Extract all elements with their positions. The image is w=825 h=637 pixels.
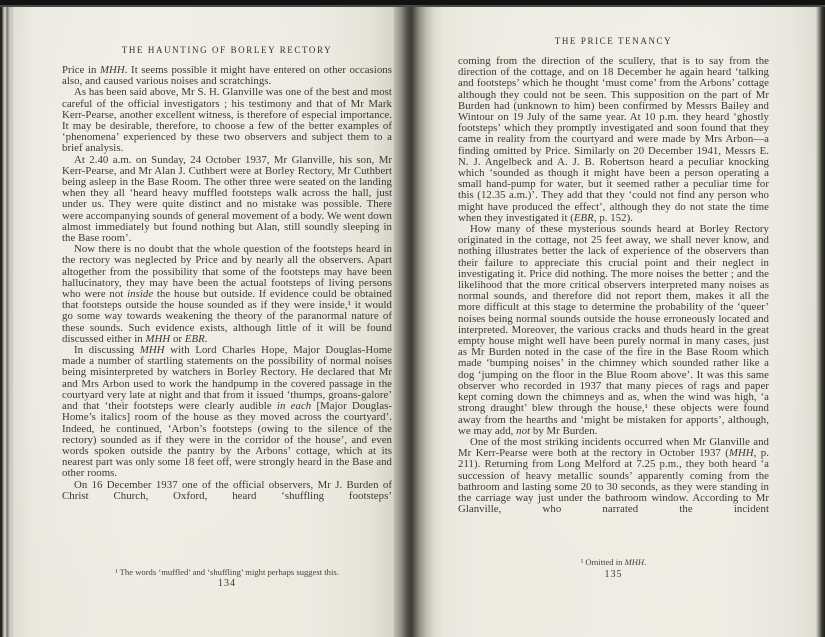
left-page-text xyxy=(62,45,392,502)
book-right-page-edges xyxy=(816,0,825,637)
book-left-page-edges xyxy=(0,0,13,637)
paragraph: As has been said above, Mr S. H. Glanville was one of the best and most careful of the official investigators ; his testimony and that of Mr Mark Kerr-Pearse, another excellent witness, is therefore of especial importance. It may be desirable, therefore, to choose a few of the better examples of ‘phenomena’ experienced by these two observers and subject them to a brief analysis. xyxy=(62,86,392,155)
paragraph: On 16 December 1937 one of the official observers, Mr J. Burden of Christ Church, Oxford, heard ‘shuffling footsteps’ xyxy=(62,478,392,502)
paragraph: In discussing MHH with Lord Charles Hope, Major Douglas-Home made a number of startling statements on the possibility of normal noises being misinterpreted by watchers in Borley Rectory. He declared that Mr and Mrs Arbon used to work the handpump in the covered passage in the courtyard very late at night and that from it issued ‘thumps, groans-galore’ and that ‘their footsteps were clearly audible in each [Major Douglas-Home’s italics] room of the house as they moved across the courtyard’. Indeed, he continued, ‘Arbon’s footsteps (owing to the silence of the rectory) sounded as if they were in the corridor of the house’, and even words spoken outside the pantry by the Arbons’ cottage, which at its nearest part was only some 18 feet off, were strongly heard in the Base and other rooms. xyxy=(62,344,392,480)
paragraph: Now there is no doubt that the whole question of the footsteps heard in the rectory was neglected by Price and by nearly all the observers. Apart altogether from the possibility that some of the footsteps may have been hallucinatory, they may have been the actual footsteps of living persons who were not inside the house but outside. If evidence could be obtained that footsteps outside the house sounded as if they were inside,¹ it would go some way towards weakening the theory of the paranormal nature of these sounds. Such evidence exists, although little of it will be found discussed either in MHH or EBR. xyxy=(62,243,392,345)
left-page xyxy=(13,7,396,637)
left-page-footnote: ¹ The words ‘muffled’ and ‘shuffling’ might perhaps suggest this. xyxy=(115,567,339,577)
right-page-footnote: ¹ Omitted in MHH. xyxy=(580,557,647,567)
right-page-text xyxy=(458,36,769,515)
paragraph: One of the most striking incidents occurred when Mr Glanville and Mr Kerr-Pearse were both at the rectory in October 1937 (MHH, p. 211). Returning from Long Melford at 7.25 p.m., they both heard ‘a succession of heavy metallic sounds’ apparently coming from the bathroom and lasting some 20 to 30 seconds, as they were standing in the carriage way just under the bathroom window. According to Mr Glanville, who narrated the incident xyxy=(458,435,769,516)
scan-top-edge xyxy=(0,0,825,7)
paragraph: coming from the direction of the scullery, that is to say from the direction of the cottage, and on 18 December he again heard ‘talking and footsteps’ which he thought ‘must come’ from the Arbons’ cottage although they could not be seen. This supposition on the part of Mr Burden had (unknown to him) been confirmed by Messrs Bailey and Wintour on 19 July of the same year. At 10 p.m. they heard ‘ghostly footsteps’ which they promptly investigated and soon found that they came in reality from the courtyard and were made by Mrs Arbon—a finding omitted by Price. Similarly on 20 December 1941, Messrs E. N. J. Angelbeck and A. J. B. Robertson heard a peculiar knocking which ‘sounded as though it might have been a person operating a small hand-pump for water, but it seemed rather a peculiar time for this (12.35 a.m.)’. They add that they ‘could not find any person who might have produced the effect’, although they do not state the time when they investigated it (EBR, p. 152). xyxy=(458,55,769,224)
book-gutter xyxy=(394,7,444,637)
left-running-head: THE HAUNTING OF BORLEY RECTORY xyxy=(121,45,333,55)
left-page-body xyxy=(62,65,392,502)
right-page-body xyxy=(458,56,769,515)
paragraph: Price in MHH. It seems possible it might have entered on other occasions also, and caused various noises and scratchings. xyxy=(62,64,392,88)
right-page-number: 135 xyxy=(604,569,623,580)
paragraph: At 2.40 a.m. on Sunday, 24 October 1937, Mr Glanville, his son, Mr Kerr-Pearse, and Mr Alan J. Cuthbert were at Borley Rectory, Mr Cuthbert being asleep in the Base Room. The other three were seated on the landing when they all ‘heard heavy muffled footsteps walk across the hall, just under us. They were quite distinct and no mistake was possible. There were accompanying sounds of general movement of a body. We went down almost immediately but found nothing but Alan, still soundly sleeping in the Base room’. xyxy=(62,153,392,245)
right-page xyxy=(444,7,816,637)
right-running-head: THE PRICE TENANCY xyxy=(554,36,673,46)
left-page-number: 134 xyxy=(218,578,236,589)
paragraph: How many of these mysterious sounds heard at Borley Rectory originated in the cottage, not 25 feet away, we shall never know, and nothing illustrates better the lack of experience of the observers than their failure to appreciate this crucial point and their neglect in investigating it. Price did nothing. The more noises the better ; and the likelihood that the more critical observers interpreted many noises as normal sounds, and therefore did not report them, makes it all the more difficult at this stage to determine the probability of the ‘queer’ noises being normal sounds outside the house erroneously located and interpreted. Moreover, the various cracks and thuds heard in the great empty house might well have been purely normal in many cases, just as Mr Burden noted in the case of the fire in the Base Room which made ‘bumping noises’ in the chimney which sounded rather like a dog ‘jumping on the floor in the Blue Room above’. It was this same observer who recorded in 1937 that many pieces of rags and paper kept coming down the chimneys and as, when the wind was high, ‘a strong draught’ blew through the house,¹ these objects were found away from the hearths and ‘might be mistaken for apports’, although, we may add, not by Mr Burden. xyxy=(458,223,769,437)
